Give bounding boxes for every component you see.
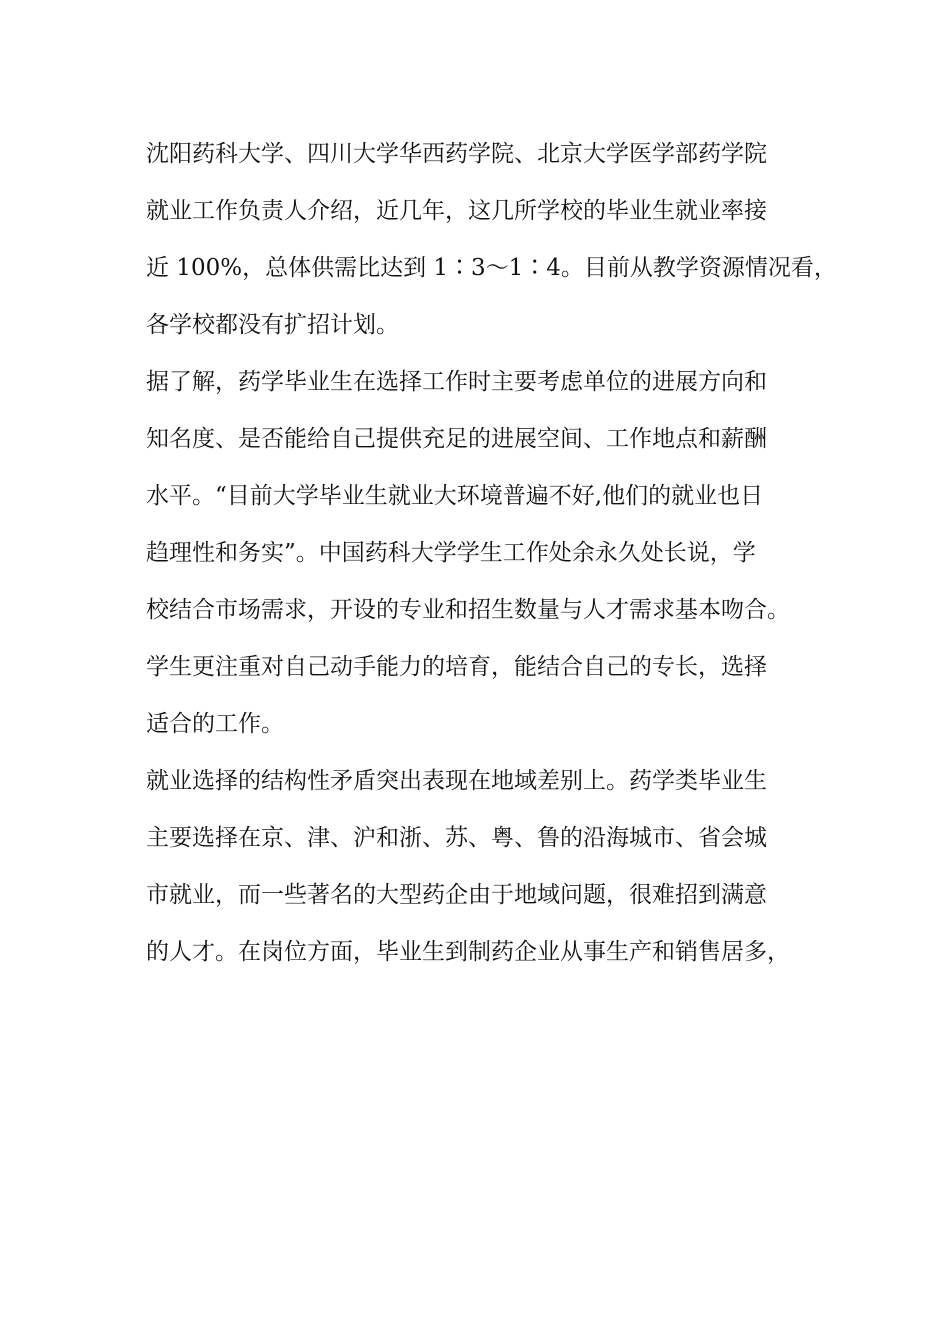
text-line: 就业选择的结构性矛盾突出表现在地域差别上。药学类毕业生 bbox=[146, 768, 767, 794]
text-line: 市就业，而一些著名的大型药企由于地域问题，很难招到满意 bbox=[146, 882, 767, 908]
document-body bbox=[146, 126, 836, 981]
text-line: 适合的工作。 bbox=[146, 711, 284, 737]
text-line: 趋理性和务实”。中国药科大学学生工作处余永久处长说，学 bbox=[146, 540, 756, 566]
text-line: 各学校都没有扩招计划。 bbox=[146, 312, 399, 338]
text-line: 沈阳药科大学、四川大学华西药学院、北京大学医学部药学院 bbox=[146, 141, 767, 167]
text-line: 学生更注重对自己动手能力的培育，能结合自己的专长，选择 bbox=[146, 654, 767, 680]
text-line: 的人才。在岗位方面，毕业生到制药企业从事生产和销售居多， bbox=[146, 939, 790, 965]
text-line: 就业工作负责人介绍，近几年，这几所学校的毕业生就业率接 bbox=[146, 198, 767, 224]
text-line: 主要选择在京、津、沪和浙、苏、粤、鲁的沿海城市、省会城 bbox=[146, 825, 767, 851]
text-line: 水平。“目前大学毕业生就业大环境普遍不好,他们的就业也日 bbox=[146, 483, 764, 509]
text-line: 近 100%，总体供需比达到 1∶3～1∶4。目前从教学资源情况看， bbox=[146, 255, 837, 281]
text-line: 知名度、是否能给自己提供充足的进展空间、工作地点和薪酬 bbox=[146, 426, 767, 452]
text-line: 校结合市场需求，开设的专业和招生数量与人才需求基本吻合。 bbox=[146, 597, 790, 623]
text-line: 据了解，药学毕业生在选择工作时主要考虑单位的进展方向和 bbox=[146, 369, 767, 395]
